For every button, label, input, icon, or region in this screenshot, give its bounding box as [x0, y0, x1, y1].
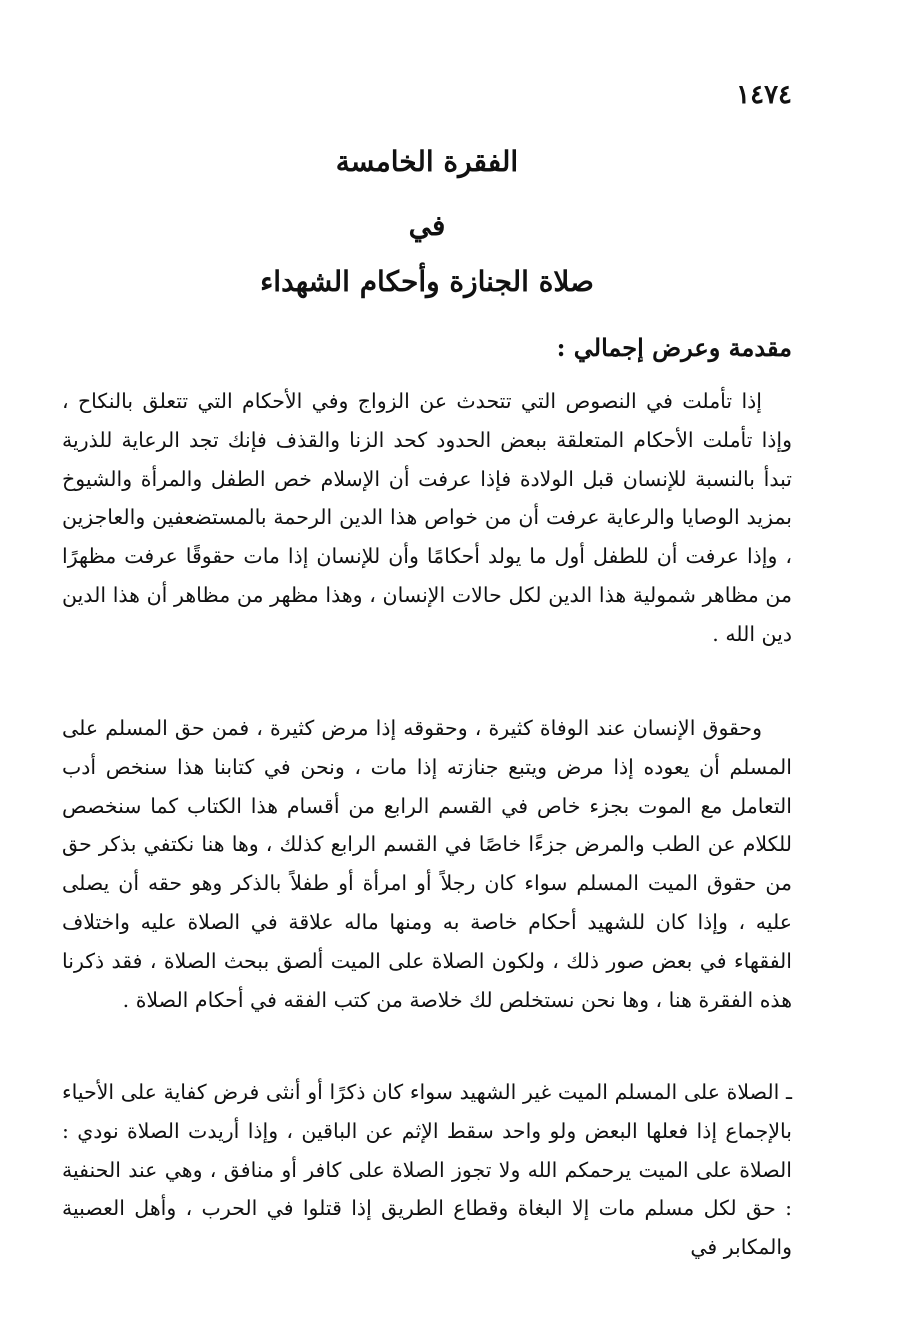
paragraph: وحقوق الإنسان عند الوفاة كثيرة ، وحقوقه إذا مرض كثيرة ، فمن حق المسلم على المسلم أن يعوده إذا مرض ويتبع جنازته إذا مات ، ونحن في كتابنا هذا سنخص أدب التعامل مع الموت بجزء خاص في القسم الرابع من أقسام هذا الكتاب كما سنخصص للكلام عن الطب والمرض جزءًا خاصًا في القسم الرابع كذلك ، وها هنا نكتفي بذكر حق من حقوق الميت المسلم سواء كان رجلاً أو امرأة أو طفلاً بالذكر وهو حقه أن يصلى عليه ، وإذا كان للشهيد أحكام خاصة به ومنها ماله علاقة في الصلاة عليه واختلاف الفقهاء في بعض صور ذلك ، ولكون الصلاة على الميت ألصق ببحث الصلاة ، فقد ذكرنا هذه الفقرة هنا ، وها نحن نستخلص لك خلاصة من كتب الفقه في أحكام الصلاة .	[62, 716, 792, 1012]
section-title: مقدمة وعرض إجمالي :	[556, 333, 792, 362]
chapter-heading	[62, 140, 792, 304]
paragraph: ـ الصلاة على المسلم الميت غير الشهيد سواء كان ذكرًا أو أنثى فرض كفاية على الأحياء بالإجماع إذا فعلها البعض ولو واحد سقط الإثم عن الباقين ، وإذا أريدت الصلاة نودي : الصلاة على الميت يرحمكم الله ولا تجوز الصلاة على كافر أو منافق ، وهي عند الحنفية : حق لكل مسلم مات إلا البغاة وقطاع الطريق إذا قتلوا في الحرب ، وأهل العصبية والمكابر في	[62, 1080, 792, 1260]
heading-line-connector: في	[408, 209, 446, 242]
heading-line-topic: صلاة الجنازة وأحكام الشهداء	[260, 265, 594, 298]
page-number: ١٤٧٤	[736, 80, 792, 110]
paragraph: إذا تأملت في النصوص التي تتحدث عن الزواج وفي الأحكام التي تتعلق بالنكاح ، وإذا تأملت الأحكام المتعلقة ببعض الحدود كحد الزنا والقذف فإنك تجد الرعاية للذرية تبدأ بالنسبة للإنسان قبل الولادة فإذا عرفت أن الإسلام خص الطفل والمرأة والشيوخ بمزيد الوصايا والرعاية عرفت أن من خواص هذا الدين الرحمة بالمستضعفين والعاجزين ، وإذا عرفت أن للطفل أول ما يولد أحكامًا وأن للإنسان إذا مات حقوقًا عرفت مظهرًا من مظاهر شمولية هذا الدين لكل حالات الإنسان ، وهذا مظهر من مظاهر أن هذا الدين دين الله .	[62, 389, 792, 646]
heading-line-section: الفقرة الخامسة	[335, 145, 519, 178]
document-page	[62, 0, 792, 1335]
